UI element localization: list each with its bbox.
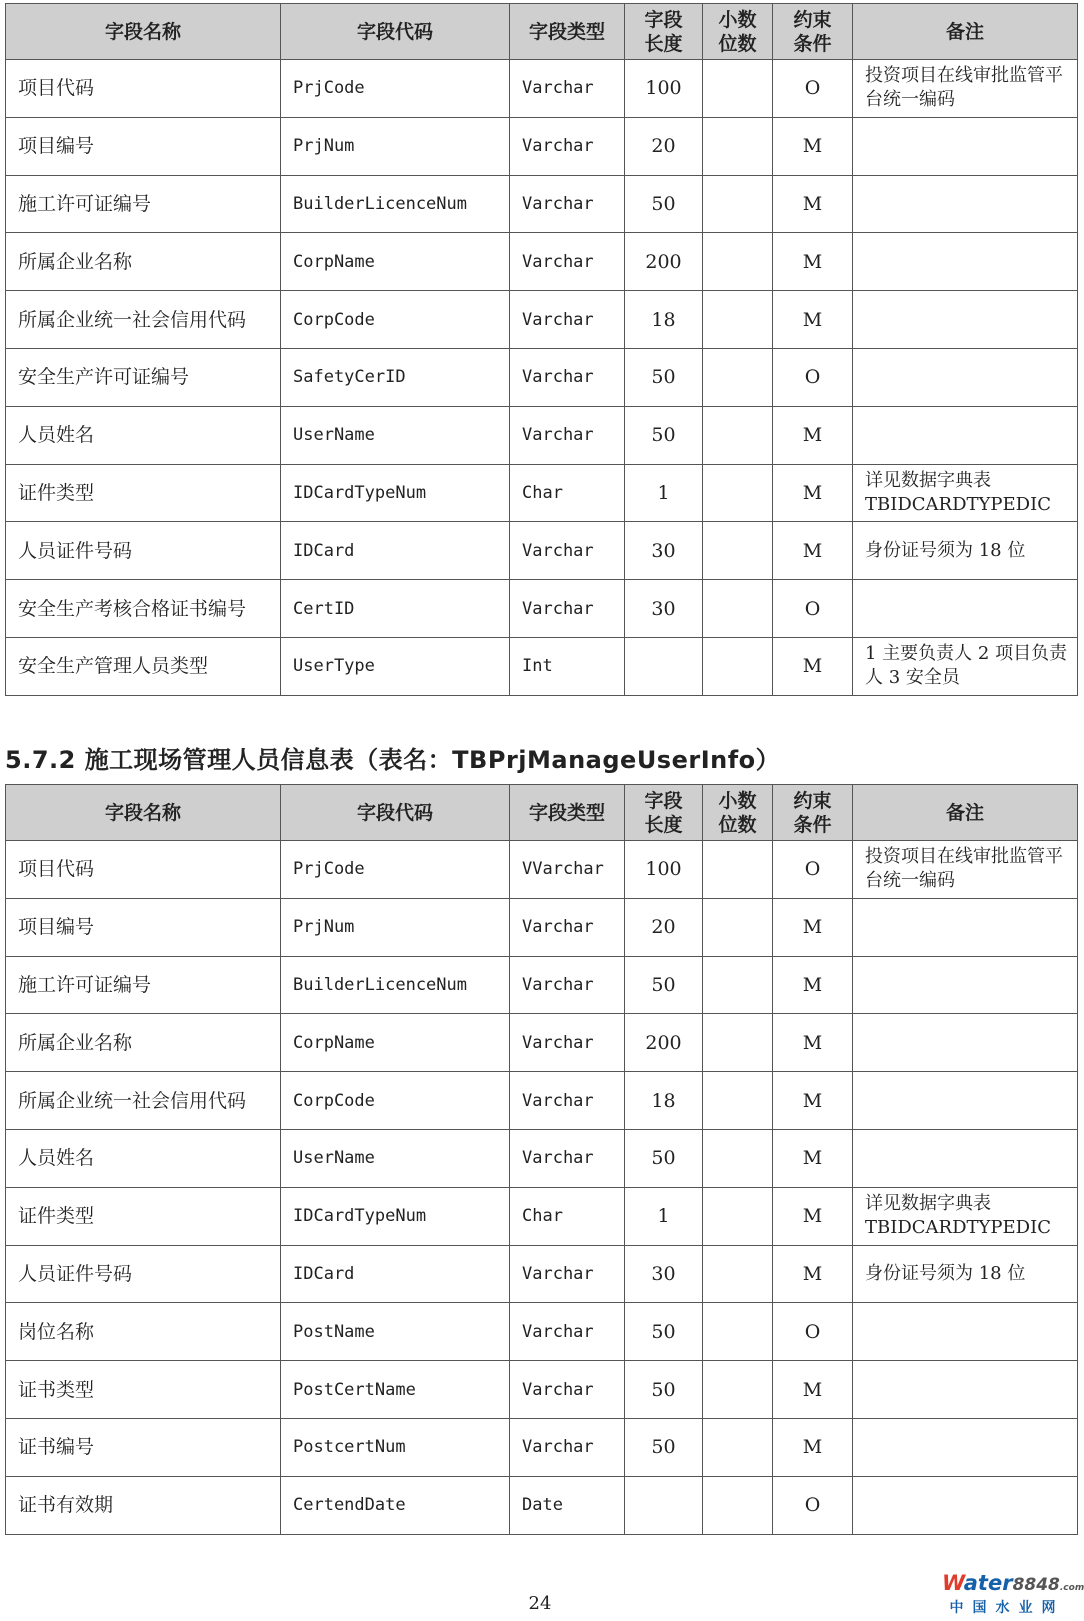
cell-field-name: 所属企业名称 <box>6 233 281 291</box>
table-row <box>6 637 1078 695</box>
cell-field-length: 100 <box>625 60 703 118</box>
cell-field-name: 项目编号 <box>6 898 281 956</box>
header-constraint: 约束条件 <box>773 4 853 60</box>
cell-field-code: IDCard <box>281 522 510 580</box>
cell-constraint: M <box>773 406 853 464</box>
cell-field-type: Char <box>510 464 625 522</box>
cell-field-name: 项目代码 <box>6 60 281 118</box>
cell-field-length: 50 <box>625 1418 703 1476</box>
cell-field-length: 20 <box>625 898 703 956</box>
cell-constraint: M <box>773 522 853 580</box>
field-table-1 <box>5 3 1078 696</box>
table-row <box>6 1476 1078 1534</box>
cell-constraint: O <box>773 1476 853 1534</box>
cell-note <box>853 1014 1078 1072</box>
cell-field-type: Varchar <box>510 1129 625 1187</box>
cell-note <box>853 1072 1078 1130</box>
table-row <box>6 1245 1078 1303</box>
cell-field-length: 50 <box>625 956 703 1014</box>
cell-constraint: M <box>773 898 853 956</box>
cell-constraint: M <box>773 637 853 695</box>
header-note: 备注 <box>853 785 1078 841</box>
cell-field-name: 证书编号 <box>6 1418 281 1476</box>
cell-decimal-places <box>703 1303 773 1361</box>
table-row <box>6 1187 1078 1245</box>
cell-field-code: UserType <box>281 637 510 695</box>
cell-constraint: M <box>773 1418 853 1476</box>
cell-constraint: M <box>773 117 853 175</box>
cell-field-name: 安全生产管理人员类型 <box>6 637 281 695</box>
cell-field-length <box>625 637 703 695</box>
cell-field-type: Varchar <box>510 60 625 118</box>
table-body <box>6 60 1078 696</box>
cell-field-type: Varchar <box>510 580 625 638</box>
cell-decimal-places <box>703 117 773 175</box>
cell-field-name: 人员姓名 <box>6 406 281 464</box>
watermark-logo <box>942 1571 1084 1617</box>
cell-field-code: PostCertName <box>281 1361 510 1419</box>
cell-note <box>853 348 1078 406</box>
cell-field-code: UserName <box>281 406 510 464</box>
table-row <box>6 233 1078 291</box>
header-field-type: 字段类型 <box>510 785 625 841</box>
header-field-length: 字段长度 <box>625 785 703 841</box>
cell-field-name: 安全生产许可证编号 <box>6 348 281 406</box>
cell-field-type: Date <box>510 1476 625 1534</box>
header-field-code: 字段代码 <box>281 4 510 60</box>
field-table-2 <box>5 784 1078 1535</box>
table-row <box>6 1129 1078 1187</box>
cell-decimal-places <box>703 233 773 291</box>
header-field-name: 字段名称 <box>6 4 281 60</box>
table-row <box>6 1418 1078 1476</box>
cell-field-length: 30 <box>625 580 703 638</box>
table-row <box>6 60 1078 118</box>
cell-field-length: 20 <box>625 117 703 175</box>
table-row <box>6 580 1078 638</box>
cell-field-type: Varchar <box>510 175 625 233</box>
cell-decimal-places <box>703 898 773 956</box>
cell-decimal-places <box>703 1245 773 1303</box>
cell-decimal-places <box>703 956 773 1014</box>
table-row <box>6 291 1078 349</box>
watermark-brand: Water8848.com <box>942 1571 1084 1595</box>
table-body <box>6 841 1078 1535</box>
cell-field-type: Varchar <box>510 522 625 580</box>
cell-field-length: 50 <box>625 348 703 406</box>
cell-constraint: M <box>773 1245 853 1303</box>
cell-field-length: 50 <box>625 406 703 464</box>
cell-field-code: IDCardTypeNum <box>281 464 510 522</box>
header-constraint: 约束条件 <box>773 785 853 841</box>
cell-field-type: Varchar <box>510 406 625 464</box>
cell-note <box>853 1303 1078 1361</box>
cell-field-code: CorpCode <box>281 291 510 349</box>
cell-decimal-places <box>703 1361 773 1419</box>
cell-field-type: Int <box>510 637 625 695</box>
cell-field-name: 证书有效期 <box>6 1476 281 1534</box>
cell-constraint: M <box>773 1072 853 1130</box>
table-row <box>6 898 1078 956</box>
cell-note <box>853 406 1078 464</box>
table-row <box>6 956 1078 1014</box>
header-field-type: 字段类型 <box>510 4 625 60</box>
cell-field-code: PostcertNum <box>281 1418 510 1476</box>
cell-decimal-places <box>703 1418 773 1476</box>
table-row <box>6 1014 1078 1072</box>
cell-field-code: PrjCode <box>281 60 510 118</box>
cell-note <box>853 580 1078 638</box>
cell-field-type: Varchar <box>510 1418 625 1476</box>
table-row <box>6 464 1078 522</box>
cell-field-name: 施工许可证编号 <box>6 175 281 233</box>
cell-field-name: 证件类型 <box>6 1187 281 1245</box>
cell-field-type: Varchar <box>510 348 625 406</box>
table-row <box>6 117 1078 175</box>
cell-field-code: CorpCode <box>281 1072 510 1130</box>
cell-constraint: O <box>773 1303 853 1361</box>
cell-constraint: M <box>773 175 853 233</box>
cell-note: 1 主要负责人 2 项目负责人 3 安全员 <box>853 637 1078 695</box>
cell-note <box>853 175 1078 233</box>
cell-constraint: O <box>773 841 853 899</box>
header-decimal-places: 小数位数 <box>703 4 773 60</box>
cell-field-name: 所属企业名称 <box>6 1014 281 1072</box>
cell-note <box>853 233 1078 291</box>
cell-decimal-places <box>703 1014 773 1072</box>
cell-note: 详见数据字典表 TBIDCARDTYPEDIC <box>853 464 1078 522</box>
cell-decimal-places <box>703 1187 773 1245</box>
cell-constraint: M <box>773 1187 853 1245</box>
cell-field-length: 50 <box>625 1303 703 1361</box>
cell-field-length: 100 <box>625 841 703 899</box>
cell-field-name: 项目编号 <box>6 117 281 175</box>
cell-field-code: IDCard <box>281 1245 510 1303</box>
cell-field-code: IDCardTypeNum <box>281 1187 510 1245</box>
cell-constraint: M <box>773 1014 853 1072</box>
table-header-row <box>6 4 1078 60</box>
header-field-name: 字段名称 <box>6 785 281 841</box>
cell-field-code: BuilderLicenceNum <box>281 175 510 233</box>
cell-field-code: CertID <box>281 580 510 638</box>
cell-decimal-places <box>703 841 773 899</box>
table-row <box>6 1361 1078 1419</box>
cell-field-code: CorpName <box>281 1014 510 1072</box>
table-row <box>6 522 1078 580</box>
header-field-length: 字段长度 <box>625 4 703 60</box>
cell-decimal-places <box>703 175 773 233</box>
cell-field-length: 18 <box>625 291 703 349</box>
watermark-subtext: 中国水业网 <box>949 1600 1065 1616</box>
cell-field-type: Varchar <box>510 233 625 291</box>
table-row <box>6 841 1078 899</box>
cell-constraint: O <box>773 60 853 118</box>
cell-field-type: Char <box>510 1187 625 1245</box>
cell-note: 身份证号须为 18 位 <box>853 1245 1078 1303</box>
cell-field-type: VVarchar <box>510 841 625 899</box>
table-row <box>6 1303 1078 1361</box>
cell-decimal-places <box>703 291 773 349</box>
cell-note <box>853 1418 1078 1476</box>
cell-field-length: 1 <box>625 1187 703 1245</box>
cell-constraint: M <box>773 956 853 1014</box>
cell-field-length: 200 <box>625 1014 703 1072</box>
cell-note: 投资项目在线审批监管平台统一编码 <box>853 841 1078 899</box>
cell-field-length: 50 <box>625 1361 703 1419</box>
cell-note: 投资项目在线审批监管平台统一编码 <box>853 60 1078 118</box>
cell-decimal-places <box>703 464 773 522</box>
cell-field-name: 项目代码 <box>6 841 281 899</box>
cell-note <box>853 1361 1078 1419</box>
cell-field-name: 岗位名称 <box>6 1303 281 1361</box>
cell-field-length: 200 <box>625 233 703 291</box>
cell-decimal-places <box>703 522 773 580</box>
table-row <box>6 175 1078 233</box>
cell-decimal-places <box>703 1476 773 1534</box>
cell-field-name: 证书类型 <box>6 1361 281 1419</box>
cell-decimal-places <box>703 406 773 464</box>
cell-constraint: M <box>773 464 853 522</box>
cell-field-length: 50 <box>625 1129 703 1187</box>
cell-field-code: SafetyCerID <box>281 348 510 406</box>
header-note: 备注 <box>853 4 1078 60</box>
cell-note: 身份证号须为 18 位 <box>853 522 1078 580</box>
cell-constraint: M <box>773 291 853 349</box>
cell-constraint: O <box>773 580 853 638</box>
cell-field-code: PrjNum <box>281 898 510 956</box>
cell-decimal-places <box>703 1129 773 1187</box>
cell-decimal-places <box>703 1072 773 1130</box>
cell-field-name: 所属企业统一社会信用代码 <box>6 1072 281 1130</box>
cell-field-name: 人员证件号码 <box>6 522 281 580</box>
cell-note <box>853 117 1078 175</box>
cell-constraint: O <box>773 348 853 406</box>
cell-field-type: Varchar <box>510 291 625 349</box>
cell-note <box>853 956 1078 1014</box>
section-heading: 5.7.2 施工现场管理人员信息表（表名：TBPrjManageUserInfo） <box>5 746 781 774</box>
cell-decimal-places <box>703 60 773 118</box>
table-row <box>6 406 1078 464</box>
cell-field-type: Varchar <box>510 117 625 175</box>
cell-field-code: CertendDate <box>281 1476 510 1534</box>
header-field-code: 字段代码 <box>281 785 510 841</box>
cell-field-type: Varchar <box>510 1014 625 1072</box>
cell-field-type: Varchar <box>510 956 625 1014</box>
cell-field-code: PrjCode <box>281 841 510 899</box>
cell-note: 详见数据字典表 TBIDCARDTYPEDIC <box>853 1187 1078 1245</box>
cell-field-type: Varchar <box>510 1303 625 1361</box>
cell-constraint: M <box>773 233 853 291</box>
cell-decimal-places <box>703 580 773 638</box>
cell-field-name: 人员证件号码 <box>6 1245 281 1303</box>
cell-decimal-places <box>703 348 773 406</box>
page-number: 24 <box>528 1593 552 1614</box>
cell-decimal-places <box>703 637 773 695</box>
cell-field-type: Varchar <box>510 1361 625 1419</box>
cell-field-type: Varchar <box>510 898 625 956</box>
cell-field-type: Varchar <box>510 1072 625 1130</box>
cell-field-type: Varchar <box>510 1245 625 1303</box>
cell-field-name: 施工许可证编号 <box>6 956 281 1014</box>
cell-field-name: 安全生产考核合格证书编号 <box>6 580 281 638</box>
cell-note <box>853 1476 1078 1534</box>
cell-constraint: M <box>773 1361 853 1419</box>
cell-field-name: 人员姓名 <box>6 1129 281 1187</box>
cell-field-code: PrjNum <box>281 117 510 175</box>
cell-field-length: 30 <box>625 1245 703 1303</box>
cell-note <box>853 898 1078 956</box>
cell-field-length <box>625 1476 703 1534</box>
cell-field-length: 30 <box>625 522 703 580</box>
cell-field-code: PostName <box>281 1303 510 1361</box>
table-header-row <box>6 785 1078 841</box>
cell-note <box>853 291 1078 349</box>
cell-note <box>853 1129 1078 1187</box>
cell-field-code: BuilderLicenceNum <box>281 956 510 1014</box>
table-row <box>6 1072 1078 1130</box>
table-row <box>6 348 1078 406</box>
cell-field-length: 50 <box>625 175 703 233</box>
cell-field-code: UserName <box>281 1129 510 1187</box>
cell-constraint: M <box>773 1129 853 1187</box>
header-decimal-places: 小数位数 <box>703 785 773 841</box>
cell-field-name: 所属企业统一社会信用代码 <box>6 291 281 349</box>
cell-field-name: 证件类型 <box>6 464 281 522</box>
cell-field-code: CorpName <box>281 233 510 291</box>
cell-field-length: 18 <box>625 1072 703 1130</box>
cell-field-length: 1 <box>625 464 703 522</box>
